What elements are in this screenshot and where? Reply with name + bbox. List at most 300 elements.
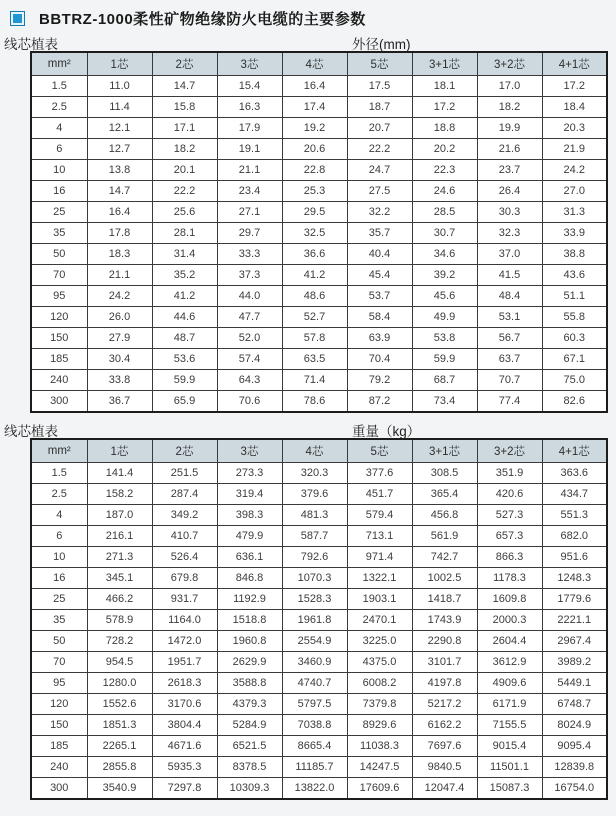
table-cell: 82.6 bbox=[542, 391, 607, 413]
table-cell: 7297.8 bbox=[152, 778, 217, 800]
table-cell: 3989.2 bbox=[542, 652, 607, 673]
table-cell: 34.6 bbox=[412, 244, 477, 265]
table-cell: 20.6 bbox=[282, 139, 347, 160]
table-cell: 3225.0 bbox=[347, 631, 412, 652]
column-header: 4芯 bbox=[282, 439, 347, 463]
table-cell: 3101.7 bbox=[412, 652, 477, 673]
table-cell: 2470.1 bbox=[347, 610, 412, 631]
table-cell: 5284.9 bbox=[217, 715, 282, 736]
table-cell: 21.9 bbox=[542, 139, 607, 160]
table-cell: 2629.9 bbox=[217, 652, 282, 673]
table-cell: 55.8 bbox=[542, 307, 607, 328]
table-row bbox=[31, 568, 607, 589]
table-cell: 1609.8 bbox=[477, 589, 542, 610]
table-row bbox=[31, 202, 607, 223]
table-cell: 37.3 bbox=[217, 265, 282, 286]
row-header-cell: 1.5 bbox=[31, 76, 87, 97]
table-cell: 21.6 bbox=[477, 139, 542, 160]
table-cell: 39.2 bbox=[412, 265, 477, 286]
table-cell: 87.2 bbox=[347, 391, 412, 413]
column-header: 4芯 bbox=[282, 52, 347, 76]
table-cell: 57.8 bbox=[282, 328, 347, 349]
table-row bbox=[31, 139, 607, 160]
table-cell: 17.8 bbox=[87, 223, 152, 244]
table-cell: 16.3 bbox=[217, 97, 282, 118]
header-row bbox=[31, 52, 607, 76]
table-cell: 15.4 bbox=[217, 76, 282, 97]
row-header-cell: 6 bbox=[31, 526, 87, 547]
column-header: 4+1芯 bbox=[542, 52, 607, 76]
table-cell: 53.6 bbox=[152, 349, 217, 370]
table-cell: 3804.4 bbox=[152, 715, 217, 736]
table-cell: 70.6 bbox=[217, 391, 282, 413]
table-cell: 679.8 bbox=[152, 568, 217, 589]
table-cell: 398.3 bbox=[217, 505, 282, 526]
row-header-cell: 50 bbox=[31, 631, 87, 652]
row-header-cell: 150 bbox=[31, 715, 87, 736]
table-cell: 20.2 bbox=[412, 139, 477, 160]
weight-table bbox=[30, 438, 608, 800]
table-cell: 1472.0 bbox=[152, 631, 217, 652]
table-cell: 28.5 bbox=[412, 202, 477, 223]
page-title-row bbox=[0, 0, 616, 31]
table-cell: 682.0 bbox=[542, 526, 607, 547]
table-cell: 2604.4 bbox=[477, 631, 542, 652]
row-header-cell: 25 bbox=[31, 202, 87, 223]
table-cell: 24.2 bbox=[87, 286, 152, 307]
table-cell: 8024.9 bbox=[542, 715, 607, 736]
table-cell: 1960.8 bbox=[217, 631, 282, 652]
table-cell: 17.2 bbox=[542, 76, 607, 97]
column-header: 1芯 bbox=[87, 439, 152, 463]
table-cell: 20.3 bbox=[542, 118, 607, 139]
table-cell: 12.1 bbox=[87, 118, 152, 139]
table-cell: 47.7 bbox=[217, 307, 282, 328]
table-cell: 73.4 bbox=[412, 391, 477, 413]
row-header-cell: 16 bbox=[31, 181, 87, 202]
table-cell: 5449.1 bbox=[542, 673, 607, 694]
blue-square-bullet-icon bbox=[10, 11, 25, 26]
table-cell: 21.1 bbox=[87, 265, 152, 286]
table-cell: 2618.3 bbox=[152, 673, 217, 694]
row-header-cell: 4 bbox=[31, 505, 87, 526]
table-cell: 792.6 bbox=[282, 547, 347, 568]
table-cell: 1248.3 bbox=[542, 568, 607, 589]
table-cell: 377.6 bbox=[347, 463, 412, 484]
table-cell: 53.7 bbox=[347, 286, 412, 307]
table-cell: 14.7 bbox=[152, 76, 217, 97]
table-cell: 48.4 bbox=[477, 286, 542, 307]
table-cell: 657.3 bbox=[477, 526, 542, 547]
table-cell: 32.3 bbox=[477, 223, 542, 244]
table-cell: 1903.1 bbox=[347, 589, 412, 610]
table-cell: 29.7 bbox=[217, 223, 282, 244]
table-row bbox=[31, 463, 607, 484]
table-cell: 24.7 bbox=[347, 160, 412, 181]
table-cell: 41.5 bbox=[477, 265, 542, 286]
row-header-cell: 16 bbox=[31, 568, 87, 589]
table-cell: 4740.7 bbox=[282, 673, 347, 694]
table-row bbox=[31, 715, 607, 736]
table-cell: 971.4 bbox=[347, 547, 412, 568]
row-header-cell: 70 bbox=[31, 265, 87, 286]
table-cell: 1961.8 bbox=[282, 610, 347, 631]
table-cell: 1779.6 bbox=[542, 589, 607, 610]
table-cell: 32.5 bbox=[282, 223, 347, 244]
table-cell: 479.9 bbox=[217, 526, 282, 547]
table-cell: 481.3 bbox=[282, 505, 347, 526]
table-row bbox=[31, 484, 607, 505]
table-cell: 1418.7 bbox=[412, 589, 477, 610]
table-cell: 578.9 bbox=[87, 610, 152, 631]
table-cell: 6162.2 bbox=[412, 715, 477, 736]
table-cell: 2554.9 bbox=[282, 631, 347, 652]
table-cell: 3612.9 bbox=[477, 652, 542, 673]
column-header: mm² bbox=[31, 52, 87, 76]
table-cell: 20.1 bbox=[152, 160, 217, 181]
column-header: mm² bbox=[31, 439, 87, 463]
table-cell: 7379.8 bbox=[347, 694, 412, 715]
table-cell: 13.8 bbox=[87, 160, 152, 181]
table-cell: 17.2 bbox=[412, 97, 477, 118]
table-cell: 12047.4 bbox=[412, 778, 477, 800]
table-cell: 951.6 bbox=[542, 547, 607, 568]
table-cell: 6171.9 bbox=[477, 694, 542, 715]
table-cell: 59.9 bbox=[412, 349, 477, 370]
table-cell: 27.5 bbox=[347, 181, 412, 202]
table-cell: 1178.3 bbox=[477, 568, 542, 589]
table-cell: 67.1 bbox=[542, 349, 607, 370]
column-header: 3芯 bbox=[217, 439, 282, 463]
table2-left-label: 线芯植表 bbox=[4, 424, 58, 439]
column-header: 3+1芯 bbox=[412, 439, 477, 463]
table-row bbox=[31, 526, 607, 547]
table-cell: 14.7 bbox=[87, 181, 152, 202]
table-row bbox=[31, 181, 607, 202]
table-cell: 17.0 bbox=[477, 76, 542, 97]
column-header: 1芯 bbox=[87, 52, 152, 76]
column-header: 4+1芯 bbox=[542, 439, 607, 463]
table2-center-label: 重量（kg） bbox=[352, 424, 421, 439]
table-row bbox=[31, 694, 607, 715]
table-cell: 728.2 bbox=[87, 631, 152, 652]
table-row bbox=[31, 736, 607, 757]
table-cell: 1280.0 bbox=[87, 673, 152, 694]
table-cell: 1164.0 bbox=[152, 610, 217, 631]
table-cell: 5217.2 bbox=[412, 694, 477, 715]
table-cell: 451.7 bbox=[347, 484, 412, 505]
table-cell: 19.9 bbox=[477, 118, 542, 139]
table-cell: 16754.0 bbox=[542, 778, 607, 800]
table-cell: 18.8 bbox=[412, 118, 477, 139]
table-cell: 1951.7 bbox=[152, 652, 217, 673]
table-cell: 349.2 bbox=[152, 505, 217, 526]
table-row bbox=[31, 244, 607, 265]
table-cell: 17.1 bbox=[152, 118, 217, 139]
table-cell: 3540.9 bbox=[87, 778, 152, 800]
table-row bbox=[31, 349, 607, 370]
table-cell: 365.4 bbox=[412, 484, 477, 505]
outer-diameter-table bbox=[30, 51, 608, 413]
table-cell: 3588.8 bbox=[217, 673, 282, 694]
table-cell: 14247.5 bbox=[347, 757, 412, 778]
table-cell: 52.7 bbox=[282, 307, 347, 328]
table-cell: 1552.6 bbox=[87, 694, 152, 715]
table-cell: 15087.3 bbox=[477, 778, 542, 800]
table-cell: 4671.6 bbox=[152, 736, 217, 757]
table-cell: 1743.9 bbox=[412, 610, 477, 631]
table-cell: 63.5 bbox=[282, 349, 347, 370]
column-header: 3芯 bbox=[217, 52, 282, 76]
table-cell: 9840.5 bbox=[412, 757, 477, 778]
table-cell: 22.3 bbox=[412, 160, 477, 181]
table-cell: 6748.7 bbox=[542, 694, 607, 715]
table-cell: 351.9 bbox=[477, 463, 542, 484]
table-cell: 636.1 bbox=[217, 547, 282, 568]
row-header-cell: 240 bbox=[31, 757, 87, 778]
table-cell: 17.9 bbox=[217, 118, 282, 139]
table-cell: 345.1 bbox=[87, 568, 152, 589]
table-cell: 379.6 bbox=[282, 484, 347, 505]
table-cell: 27.0 bbox=[542, 181, 607, 202]
table-cell: 18.3 bbox=[87, 244, 152, 265]
table-cell: 68.7 bbox=[412, 370, 477, 391]
table-row bbox=[31, 160, 607, 181]
table-cell: 30.4 bbox=[87, 349, 152, 370]
row-header-cell: 150 bbox=[31, 328, 87, 349]
table-cell: 8929.6 bbox=[347, 715, 412, 736]
table-cell: 273.3 bbox=[217, 463, 282, 484]
table-cell: 60.3 bbox=[542, 328, 607, 349]
row-header-cell: 240 bbox=[31, 370, 87, 391]
header-row bbox=[31, 439, 607, 463]
table-cell: 11.0 bbox=[87, 76, 152, 97]
table-row bbox=[31, 391, 607, 413]
row-header-cell: 95 bbox=[31, 673, 87, 694]
table-cell: 63.7 bbox=[477, 349, 542, 370]
row-header-cell: 185 bbox=[31, 736, 87, 757]
row-header-cell: 120 bbox=[31, 694, 87, 715]
table-cell: 13822.0 bbox=[282, 778, 347, 800]
table-cell: 48.7 bbox=[152, 328, 217, 349]
table-cell: 8665.4 bbox=[282, 736, 347, 757]
table-cell: 12.7 bbox=[87, 139, 152, 160]
row-header-cell: 35 bbox=[31, 610, 87, 631]
table-cell: 48.6 bbox=[282, 286, 347, 307]
table-cell: 363.6 bbox=[542, 463, 607, 484]
table-cell: 26.0 bbox=[87, 307, 152, 328]
table-row bbox=[31, 673, 607, 694]
table-row bbox=[31, 97, 607, 118]
table-cell: 25.3 bbox=[282, 181, 347, 202]
table-cell: 931.7 bbox=[152, 589, 217, 610]
table-cell: 5797.5 bbox=[282, 694, 347, 715]
table-cell: 4909.6 bbox=[477, 673, 542, 694]
table-cell: 32.2 bbox=[347, 202, 412, 223]
table-cell: 18.4 bbox=[542, 97, 607, 118]
table-cell: 36.6 bbox=[282, 244, 347, 265]
table-cell: 6521.5 bbox=[217, 736, 282, 757]
table-cell: 6008.2 bbox=[347, 673, 412, 694]
table-cell: 4197.8 bbox=[412, 673, 477, 694]
table-cell: 45.4 bbox=[347, 265, 412, 286]
table-cell: 70.4 bbox=[347, 349, 412, 370]
table1-left-label: 线芯植表 bbox=[4, 37, 58, 52]
table-cell: 26.4 bbox=[477, 181, 542, 202]
table-cell: 7038.8 bbox=[282, 715, 347, 736]
table-cell: 2265.1 bbox=[87, 736, 152, 757]
table-cell: 24.2 bbox=[542, 160, 607, 181]
table-cell: 187.0 bbox=[87, 505, 152, 526]
row-header-cell: 25 bbox=[31, 589, 87, 610]
table-cell: 587.7 bbox=[282, 526, 347, 547]
table-row bbox=[31, 547, 607, 568]
table1-label-row bbox=[0, 33, 616, 51]
table-cell: 11501.1 bbox=[477, 757, 542, 778]
table-cell: 77.4 bbox=[477, 391, 542, 413]
row-header-cell: 35 bbox=[31, 223, 87, 244]
table-cell: 17.4 bbox=[282, 97, 347, 118]
table-cell: 45.6 bbox=[412, 286, 477, 307]
table-cell: 44.0 bbox=[217, 286, 282, 307]
table-cell: 579.4 bbox=[347, 505, 412, 526]
table-cell: 70.7 bbox=[477, 370, 542, 391]
table-cell: 866.3 bbox=[477, 547, 542, 568]
table-cell: 11.4 bbox=[87, 97, 152, 118]
table-cell: 64.3 bbox=[217, 370, 282, 391]
table-cell: 20.7 bbox=[347, 118, 412, 139]
table-cell: 216.1 bbox=[87, 526, 152, 547]
page-title: BBTRZ-1000柔性矿物绝缘防火电缆的主要参数 bbox=[39, 11, 366, 28]
table-cell: 22.8 bbox=[282, 160, 347, 181]
table-cell: 8378.5 bbox=[217, 757, 282, 778]
table-cell: 58.4 bbox=[347, 307, 412, 328]
table-cell: 22.2 bbox=[347, 139, 412, 160]
table-cell: 28.1 bbox=[152, 223, 217, 244]
table-cell: 24.6 bbox=[412, 181, 477, 202]
table-cell: 7697.6 bbox=[412, 736, 477, 757]
table-cell: 27.9 bbox=[87, 328, 152, 349]
table-cell: 79.2 bbox=[347, 370, 412, 391]
table-cell: 2967.4 bbox=[542, 631, 607, 652]
column-header: 3+2芯 bbox=[477, 439, 542, 463]
row-header-cell: 2.5 bbox=[31, 484, 87, 505]
table-cell: 71.4 bbox=[282, 370, 347, 391]
row-header-cell: 300 bbox=[31, 778, 87, 800]
table-cell: 1002.5 bbox=[412, 568, 477, 589]
column-header: 3+1芯 bbox=[412, 52, 477, 76]
table-cell: 30.3 bbox=[477, 202, 542, 223]
table-row bbox=[31, 286, 607, 307]
table-cell: 18.2 bbox=[152, 139, 217, 160]
table-row bbox=[31, 370, 607, 391]
table-cell: 954.5 bbox=[87, 652, 152, 673]
table-cell: 52.0 bbox=[217, 328, 282, 349]
table-cell: 466.2 bbox=[87, 589, 152, 610]
table-cell: 410.7 bbox=[152, 526, 217, 547]
table-cell: 33.3 bbox=[217, 244, 282, 265]
table-cell: 434.7 bbox=[542, 484, 607, 505]
row-header-cell: 2.5 bbox=[31, 97, 87, 118]
table-cell: 78.6 bbox=[282, 391, 347, 413]
table-row bbox=[31, 118, 607, 139]
table-cell: 456.8 bbox=[412, 505, 477, 526]
table-cell: 41.2 bbox=[152, 286, 217, 307]
table-cell: 44.6 bbox=[152, 307, 217, 328]
table-cell: 158.2 bbox=[87, 484, 152, 505]
table-cell: 526.4 bbox=[152, 547, 217, 568]
table-cell: 19.2 bbox=[282, 118, 347, 139]
table-cell: 10309.3 bbox=[217, 778, 282, 800]
table-cell: 319.4 bbox=[217, 484, 282, 505]
table-cell: 22.2 bbox=[152, 181, 217, 202]
table-cell: 11038.3 bbox=[347, 736, 412, 757]
table-cell: 27.1 bbox=[217, 202, 282, 223]
row-header-cell: 70 bbox=[31, 652, 87, 673]
table-cell: 41.2 bbox=[282, 265, 347, 286]
table-cell: 33.8 bbox=[87, 370, 152, 391]
table-cell: 29.5 bbox=[282, 202, 347, 223]
table-cell: 40.4 bbox=[347, 244, 412, 265]
column-header: 2芯 bbox=[152, 439, 217, 463]
table-cell: 30.7 bbox=[412, 223, 477, 244]
table-cell: 713.1 bbox=[347, 526, 412, 547]
table2-label-row bbox=[0, 420, 616, 438]
table-row bbox=[31, 631, 607, 652]
table-cell: 23.4 bbox=[217, 181, 282, 202]
row-header-cell: 50 bbox=[31, 244, 87, 265]
row-header-cell: 4 bbox=[31, 118, 87, 139]
table-cell: 308.5 bbox=[412, 463, 477, 484]
table-cell: 35.2 bbox=[152, 265, 217, 286]
table-cell: 17609.6 bbox=[347, 778, 412, 800]
row-header-cell: 1.5 bbox=[31, 463, 87, 484]
table-row bbox=[31, 610, 607, 631]
column-header: 3+2芯 bbox=[477, 52, 542, 76]
table-cell: 7155.5 bbox=[477, 715, 542, 736]
table-cell: 1851.3 bbox=[87, 715, 152, 736]
table-cell: 21.1 bbox=[217, 160, 282, 181]
table-cell: 846.8 bbox=[217, 568, 282, 589]
table-cell: 9095.4 bbox=[542, 736, 607, 757]
table-cell: 1192.9 bbox=[217, 589, 282, 610]
table-cell: 251.5 bbox=[152, 463, 217, 484]
column-header: 5芯 bbox=[347, 439, 412, 463]
table-row bbox=[31, 652, 607, 673]
table-cell: 38.8 bbox=[542, 244, 607, 265]
table-cell: 12839.8 bbox=[542, 757, 607, 778]
table-row bbox=[31, 757, 607, 778]
row-header-cell: 185 bbox=[31, 349, 87, 370]
table-cell: 2290.8 bbox=[412, 631, 477, 652]
table-cell: 9015.4 bbox=[477, 736, 542, 757]
table-cell: 527.3 bbox=[477, 505, 542, 526]
table-cell: 63.9 bbox=[347, 328, 412, 349]
row-header-cell: 10 bbox=[31, 547, 87, 568]
table-cell: 36.7 bbox=[87, 391, 152, 413]
table-cell: 31.4 bbox=[152, 244, 217, 265]
row-header-cell: 95 bbox=[31, 286, 87, 307]
table-cell: 57.4 bbox=[217, 349, 282, 370]
table-cell: 75.0 bbox=[542, 370, 607, 391]
table-row bbox=[31, 589, 607, 610]
table-cell: 35.7 bbox=[347, 223, 412, 244]
table-cell: 51.1 bbox=[542, 286, 607, 307]
table-cell: 65.9 bbox=[152, 391, 217, 413]
table-cell: 53.8 bbox=[412, 328, 477, 349]
row-header-cell: 300 bbox=[31, 391, 87, 413]
table-row bbox=[31, 307, 607, 328]
